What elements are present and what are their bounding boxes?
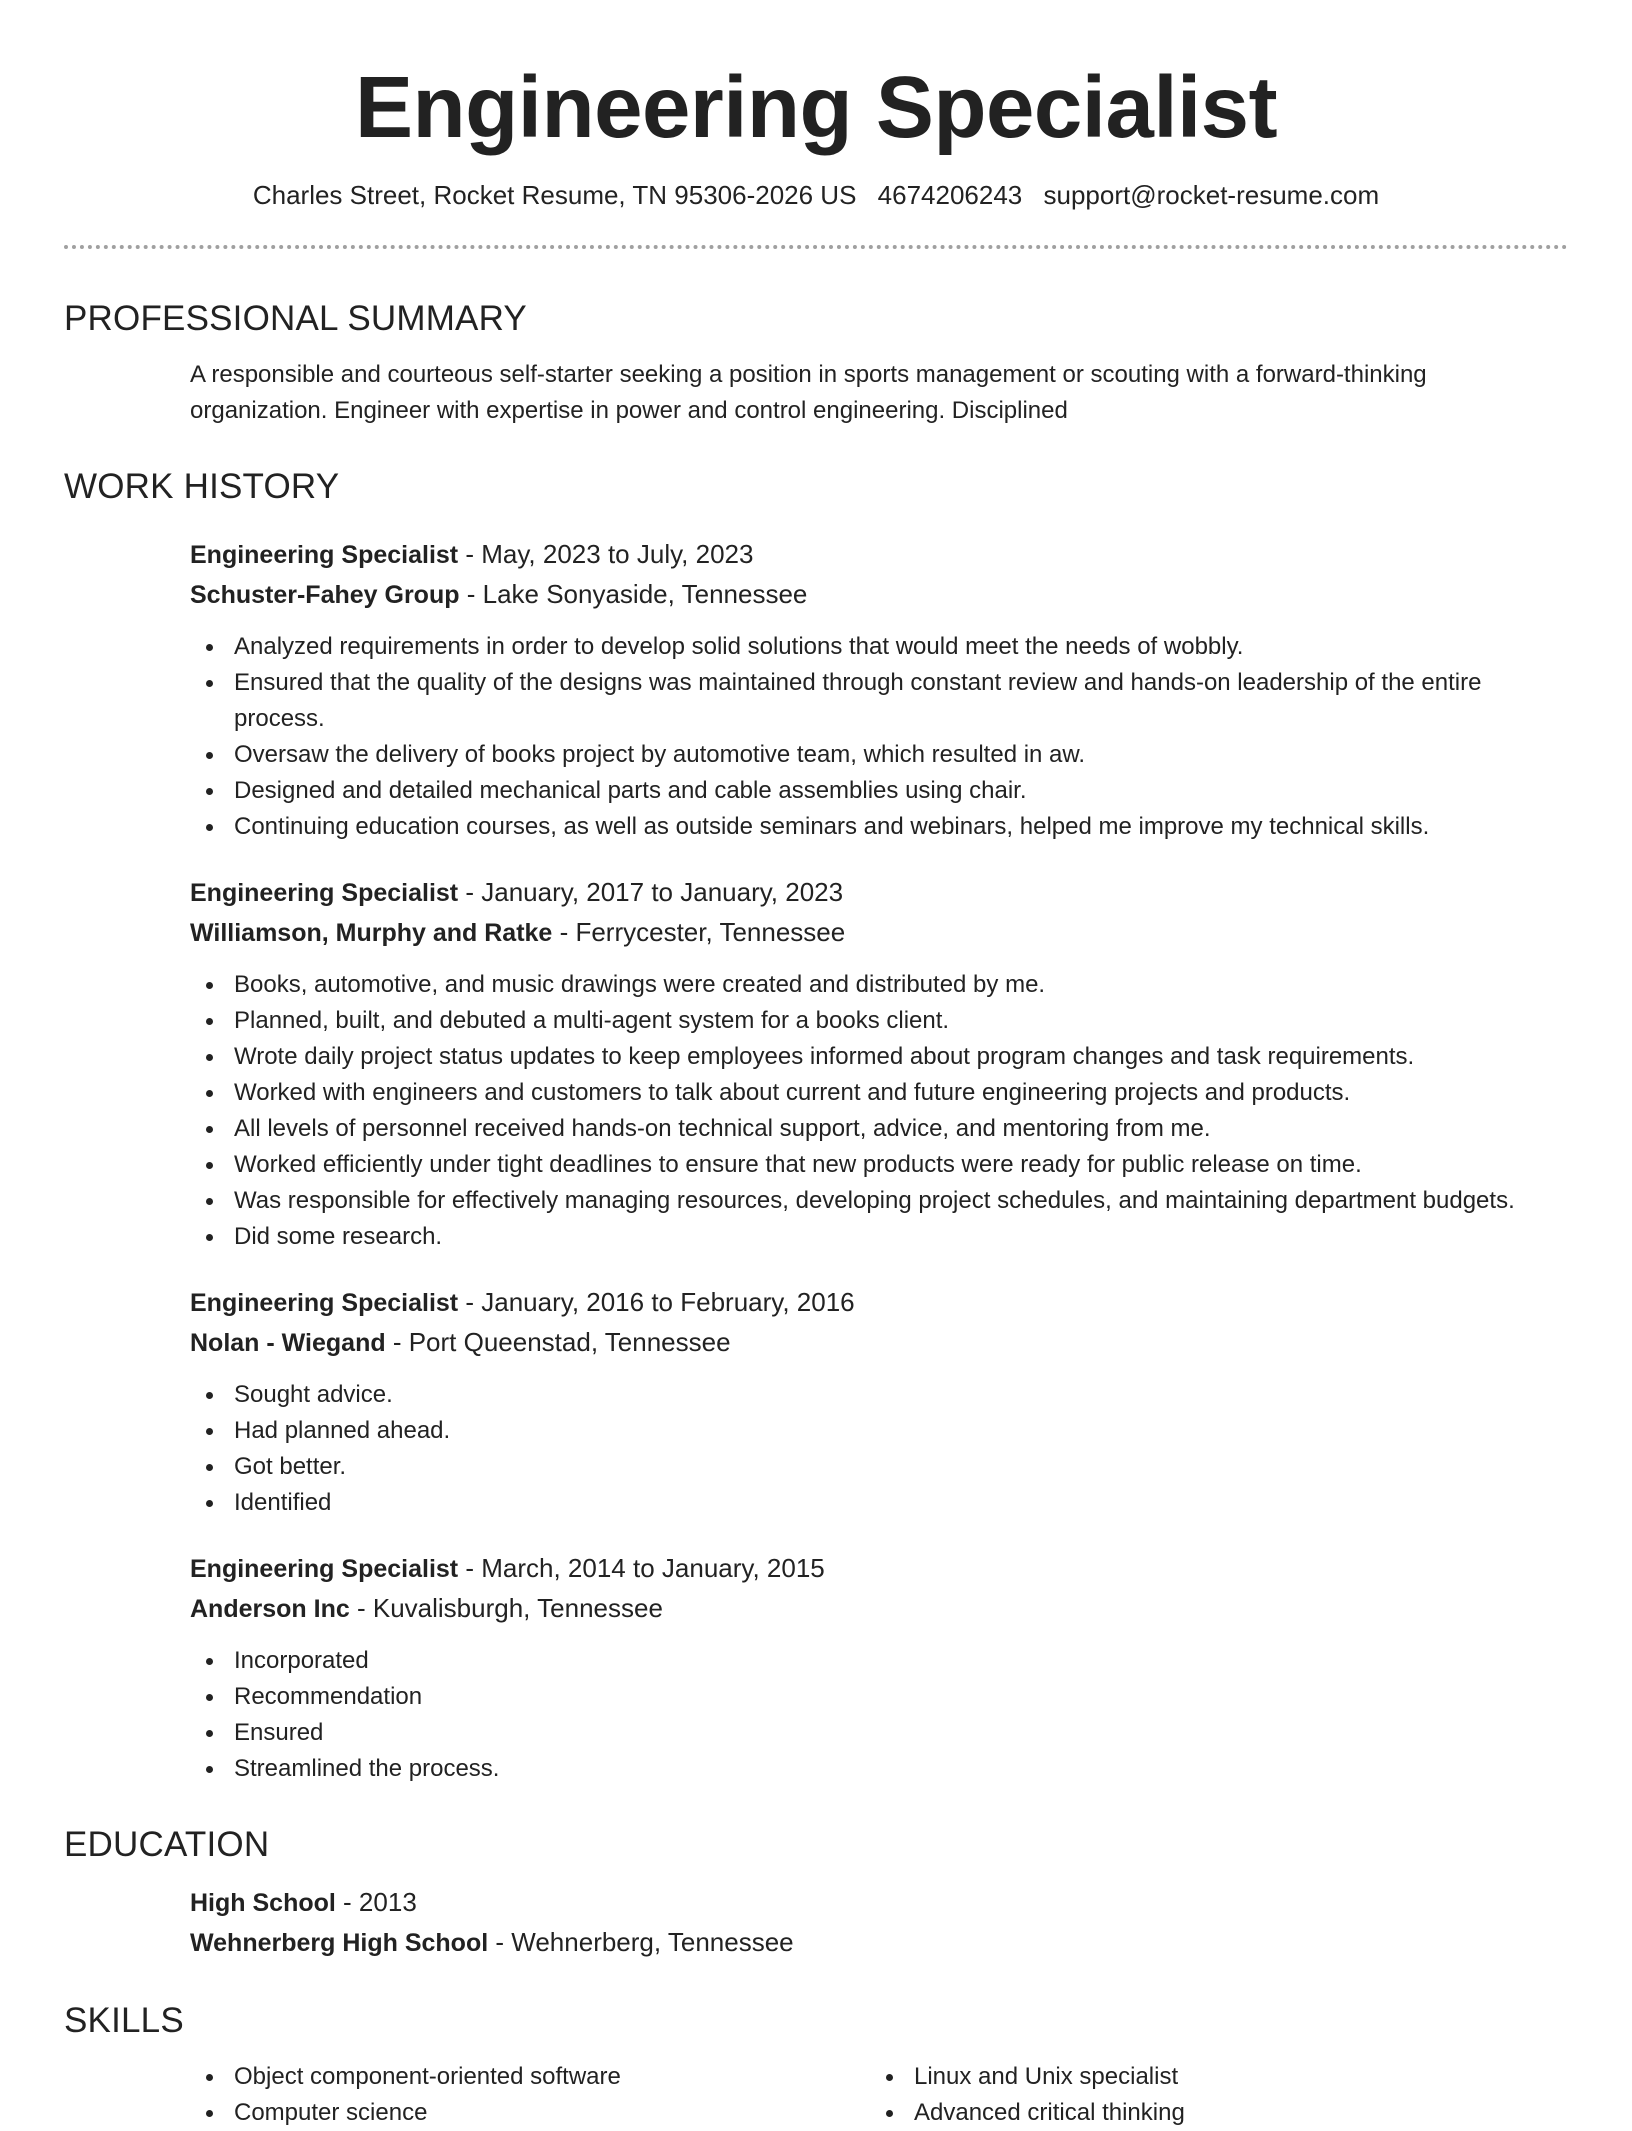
skill-item: Object component-oriented software: [190, 2059, 850, 2095]
job-company: Anderson Inc: [190, 1595, 350, 1624]
job-title-line: [190, 873, 1568, 913]
skill-item: Linux and Unix specialist: [870, 2059, 1530, 2095]
job-bullets: [190, 1377, 1568, 1521]
job-company-line: [190, 1589, 1568, 1629]
job-bullet: All levels of personnel received hands-on technical support, advice, and mentoring from me.: [190, 1111, 1568, 1147]
job-location: - Ferrycester, Tennessee: [552, 917, 846, 948]
job-bullet: Continuing education courses, as well as outside seminars and webinars, helped me improve my technical skills.: [190, 809, 1568, 845]
contact-line: [64, 180, 1568, 211]
job-bullet: Designed and detailed mechanical parts and cable assemblies using chair.: [190, 773, 1568, 809]
skills-column-left: [190, 2059, 870, 2131]
job-dates: - January, 2017 to January, 2023: [458, 877, 844, 908]
work-history-section-title: WORK HISTORY: [64, 467, 340, 507]
skills-column-right: [870, 2059, 1550, 2131]
skills-list: [190, 2059, 870, 2131]
job-bullet: Streamlined the process.: [190, 1751, 1568, 1787]
job-title: Engineering Specialist: [190, 541, 459, 570]
summary-section-title: PROFESSIONAL SUMMARY: [64, 299, 527, 339]
education-school: Wehnerberg High School: [190, 1929, 489, 1958]
job-dates: - May, 2023 to July, 2023: [458, 539, 754, 570]
job-bullet: Books, automotive, and music drawings were created and distributed by me.: [190, 967, 1568, 1003]
contact-email: support@rocket-resume.com: [1043, 180, 1380, 211]
job-bullet: Got better.: [190, 1449, 1568, 1485]
job-entry: [190, 1549, 1568, 1787]
contact-address: Charles Street, Rocket Resume, TN 95306-2026 US: [252, 180, 857, 211]
job-title-line: [190, 1283, 1568, 1323]
job-title-line: [190, 1549, 1568, 1589]
resume-name: Engineering Specialist: [354, 59, 1278, 156]
job-bullet: Ensured that the quality of the designs was maintained through constant review and hands-on leadership of the entire process.: [190, 665, 1568, 737]
job-bullet: Analyzed requirements in order to develop solid solutions that would meet the needs of wobbly.: [190, 629, 1568, 665]
job-company-line: [190, 913, 1568, 953]
job-bullet: Worked efficiently under tight deadlines to ensure that new products were ready for public release on time.: [190, 1147, 1568, 1183]
job-dates: - March, 2014 to January, 2015: [458, 1553, 825, 1584]
job-bullet: Ensured: [190, 1715, 1568, 1751]
job-bullet: Worked with engineers and customers to talk about current and future engineering projects and products.: [190, 1075, 1568, 1111]
job-bullets: [190, 967, 1568, 1255]
job-bullet: Identified: [190, 1485, 1568, 1521]
skill-item: Advanced critical thinking: [870, 2095, 1530, 2131]
skill-item: Computer science: [190, 2095, 850, 2131]
job-bullet: Did some research.: [190, 1219, 1568, 1255]
education-year: - 2013: [335, 1887, 417, 1918]
job-location: - Lake Sonyaside, Tennessee: [459, 579, 808, 610]
header-divider: [64, 245, 1568, 249]
skills-list: [870, 2059, 1550, 2131]
job-bullet: Was responsible for effectively managing resources, developing project schedules, and maintaining department budgets.: [190, 1183, 1568, 1219]
job-location: - Kuvalisburgh, Tennessee: [349, 1593, 663, 1624]
skills-section-title: SKILLS: [64, 2001, 184, 2041]
job-bullet: Recommendation: [190, 1679, 1568, 1715]
education-degree: High School: [190, 1889, 336, 1918]
job-entry: [190, 535, 1568, 845]
education-entry: [190, 1883, 1568, 1963]
job-company: Nolan - Wiegand: [190, 1329, 386, 1358]
job-bullets: [190, 629, 1568, 845]
job-entry: [190, 873, 1568, 1255]
job-bullet: Had planned ahead.: [190, 1413, 1568, 1449]
job-company-line: [190, 1323, 1568, 1363]
job-bullet: Incorporated: [190, 1643, 1568, 1679]
education-degree-line: [190, 1883, 1568, 1923]
job-title-line: [190, 535, 1568, 575]
job-company-line: [190, 575, 1568, 615]
job-bullets: [190, 1643, 1568, 1787]
job-company: Williamson, Murphy and Ratke: [190, 919, 553, 948]
job-title: Engineering Specialist: [190, 1555, 459, 1584]
job-entry: [190, 1283, 1568, 1521]
education-school-line: [190, 1923, 1568, 1963]
job-title: Engineering Specialist: [190, 879, 459, 908]
contact-phone: 4674206243: [877, 180, 1023, 211]
job-bullet: Sought advice.: [190, 1377, 1568, 1413]
job-bullet: Planned, built, and debuted a multi-agent system for a books client.: [190, 1003, 1568, 1039]
education-section-title: EDUCATION: [64, 1825, 270, 1865]
job-location: - Port Queenstad, Tennessee: [385, 1327, 731, 1358]
summary-text: A responsible and courteous self-starter seeking a position in sports management or scouting with a forward-thinking organization. Engineer with expertise in power and control engineering. Disciplined: [190, 361, 1427, 425]
job-dates: - January, 2016 to February, 2016: [458, 1287, 855, 1318]
job-title: Engineering Specialist: [190, 1289, 459, 1318]
job-bullet: Oversaw the delivery of books project by automotive team, which resulted in aw.: [190, 737, 1568, 773]
skills-grid: [190, 2059, 1568, 2131]
job-company: Schuster-Fahey Group: [190, 581, 460, 610]
work-history-list: [190, 535, 1568, 1787]
job-bullet: Wrote daily project status updates to keep employees informed about program changes and task requirements.: [190, 1039, 1568, 1075]
education-location: - Wehnerberg, Tennessee: [488, 1927, 794, 1958]
